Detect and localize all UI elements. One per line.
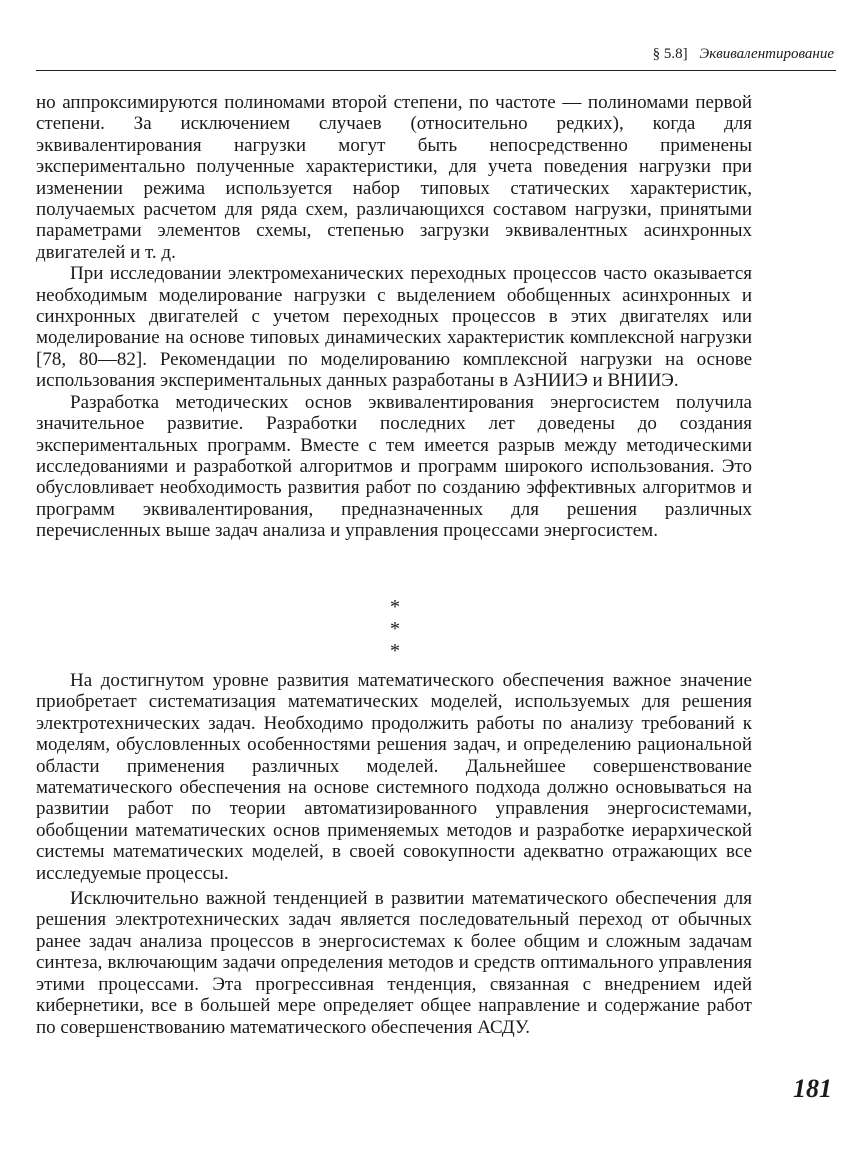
paragraph-continuation: но аппроксимируются полиномами второй степени, по частоте — полиномами первой степени. За исключением случаев (относительно редких), когда для эквивалентирования нагрузки могут быть непосредственно применены экспериментально полученные характеристики, для учета поведения нагрузки при изменении режима используется набор типовых статических характеристик, получаемых расчетом для ряда схем, различающихся составом нагрузки, принятыми параметрами элементов схемы, степенью загрузки эквивалентных асинхронных двигателей и т. д. <box>36 92 752 263</box>
separator-row-1: * * <box>390 596 428 640</box>
separator-row-2: * <box>390 640 400 662</box>
text-block-top <box>36 92 752 542</box>
paragraph: На достигнутом уровне развития математического обеспечения важное значение приобретает систематизация математических моделей, используемых для решения электротехнических задач. Необходимо продолжить работы по анализу требований к моделям, обусловленных особенностями решения задач, и определению рациональной области применения различных моделей. Дальнейшее совершенствование математического обеспечения на основе системного подхода должно основываться на развитии работ по теории автоматизированного управления энергосистемами, обобщении математических основ применяемых методов и разработке иерархической системы математических моделей, в своей совокупности адекватно отражающих все исследуемые процессы. <box>36 670 752 884</box>
section-title: Эквивалентирование <box>699 46 834 62</box>
page-number: 181 <box>793 1074 832 1103</box>
paragraph: Исключительно важной тенденцией в развитии математического обеспечения для решения электротехнических задач является последовательный переход от обычных ранее задач анализа процессов в энергосистемах к более общим и сложным задачам синтеза, включающим задачи определения методов и средств оптимального управления этими процессами. Эта прогрессивная тенденция, связанная с внедрением идей кибернетики, все в большей мере определяет общее направление и содержание работ по совершенствованию математического обеспечения АСДУ. <box>36 888 752 1038</box>
section-separator <box>360 596 430 662</box>
text-block-bottom <box>36 670 752 1038</box>
header-rule <box>36 70 836 71</box>
paragraph: Разработка методических основ эквивалентирования энергосистем получила значительное развитие. Разработки последних лет доведены до создания экспериментальных программ. Вместе с тем имеется разрыв между методическими исследованиями и разработкой алгоритмов и программ широкого использования. Это обусловливает необходимость развития работ по созданию эффективных алгоритмов и программ эквивалентирования, предназначенных для решения различных перечисленных выше задач анализа и управления процессами энергосистем. <box>36 391 752 542</box>
paragraph: При исследовании электромеханических переходных процессов часто оказывается необходимым моделирование нагрузки с выделением обобщенных асинхронных и синхронных двигателей с учетом переходных процессов в этих двигателях или моделирование на основе типовых динамических характеристик комплексной нагрузки [78, 80—82]. Рекомендации по моделированию комплексной нагрузки на основе использования экспериментальных данных разработаны в АзНИИЭ и ВНИИЭ. <box>36 263 752 392</box>
section-number: § 5.8] <box>652 46 688 62</box>
running-head <box>653 46 834 63</box>
